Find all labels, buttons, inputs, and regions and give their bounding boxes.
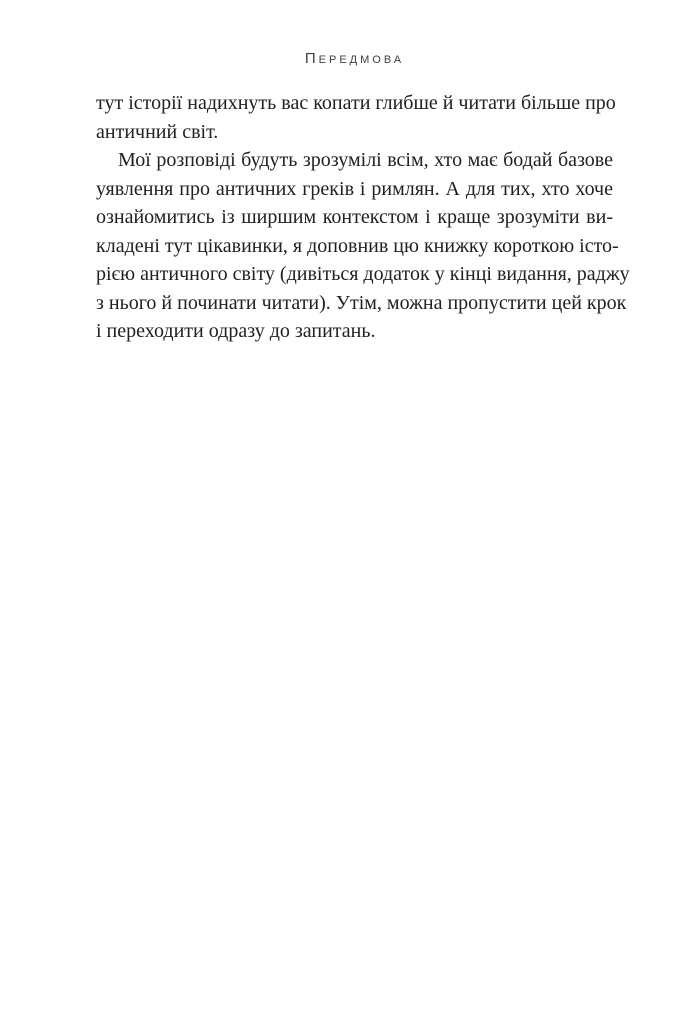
paragraph <box>96 89 616 146</box>
text-line: рією античного світу (дивіться додаток у кінці видання, раджу <box>96 263 630 285</box>
text-line: кладені тут цікавинки, я доповнив цю книжку короткою істо- <box>96 234 619 257</box>
text-line: Мої розповіді будуть зрозумілі всім, хто має бодай базове <box>118 149 613 171</box>
text-line: античний світ. <box>96 120 219 143</box>
chapter-running-head: Передмова <box>304 50 405 67</box>
text-line: і переходити одразу до запитань. <box>96 320 376 342</box>
text-line: ознайомитись із ширшим контекстом і краще зрозуміти ви- <box>96 206 613 228</box>
body-text <box>96 89 630 346</box>
text-line: з нього й починати читати). Утім, можна пропустити цей крок <box>96 291 627 314</box>
text-line: уявлення про античних греків і римлян. А для тих, хто хоче <box>96 177 613 200</box>
paragraph <box>96 146 630 346</box>
text-line: тут історії надихнуть вас копати глибше й читати більше про <box>96 92 616 114</box>
